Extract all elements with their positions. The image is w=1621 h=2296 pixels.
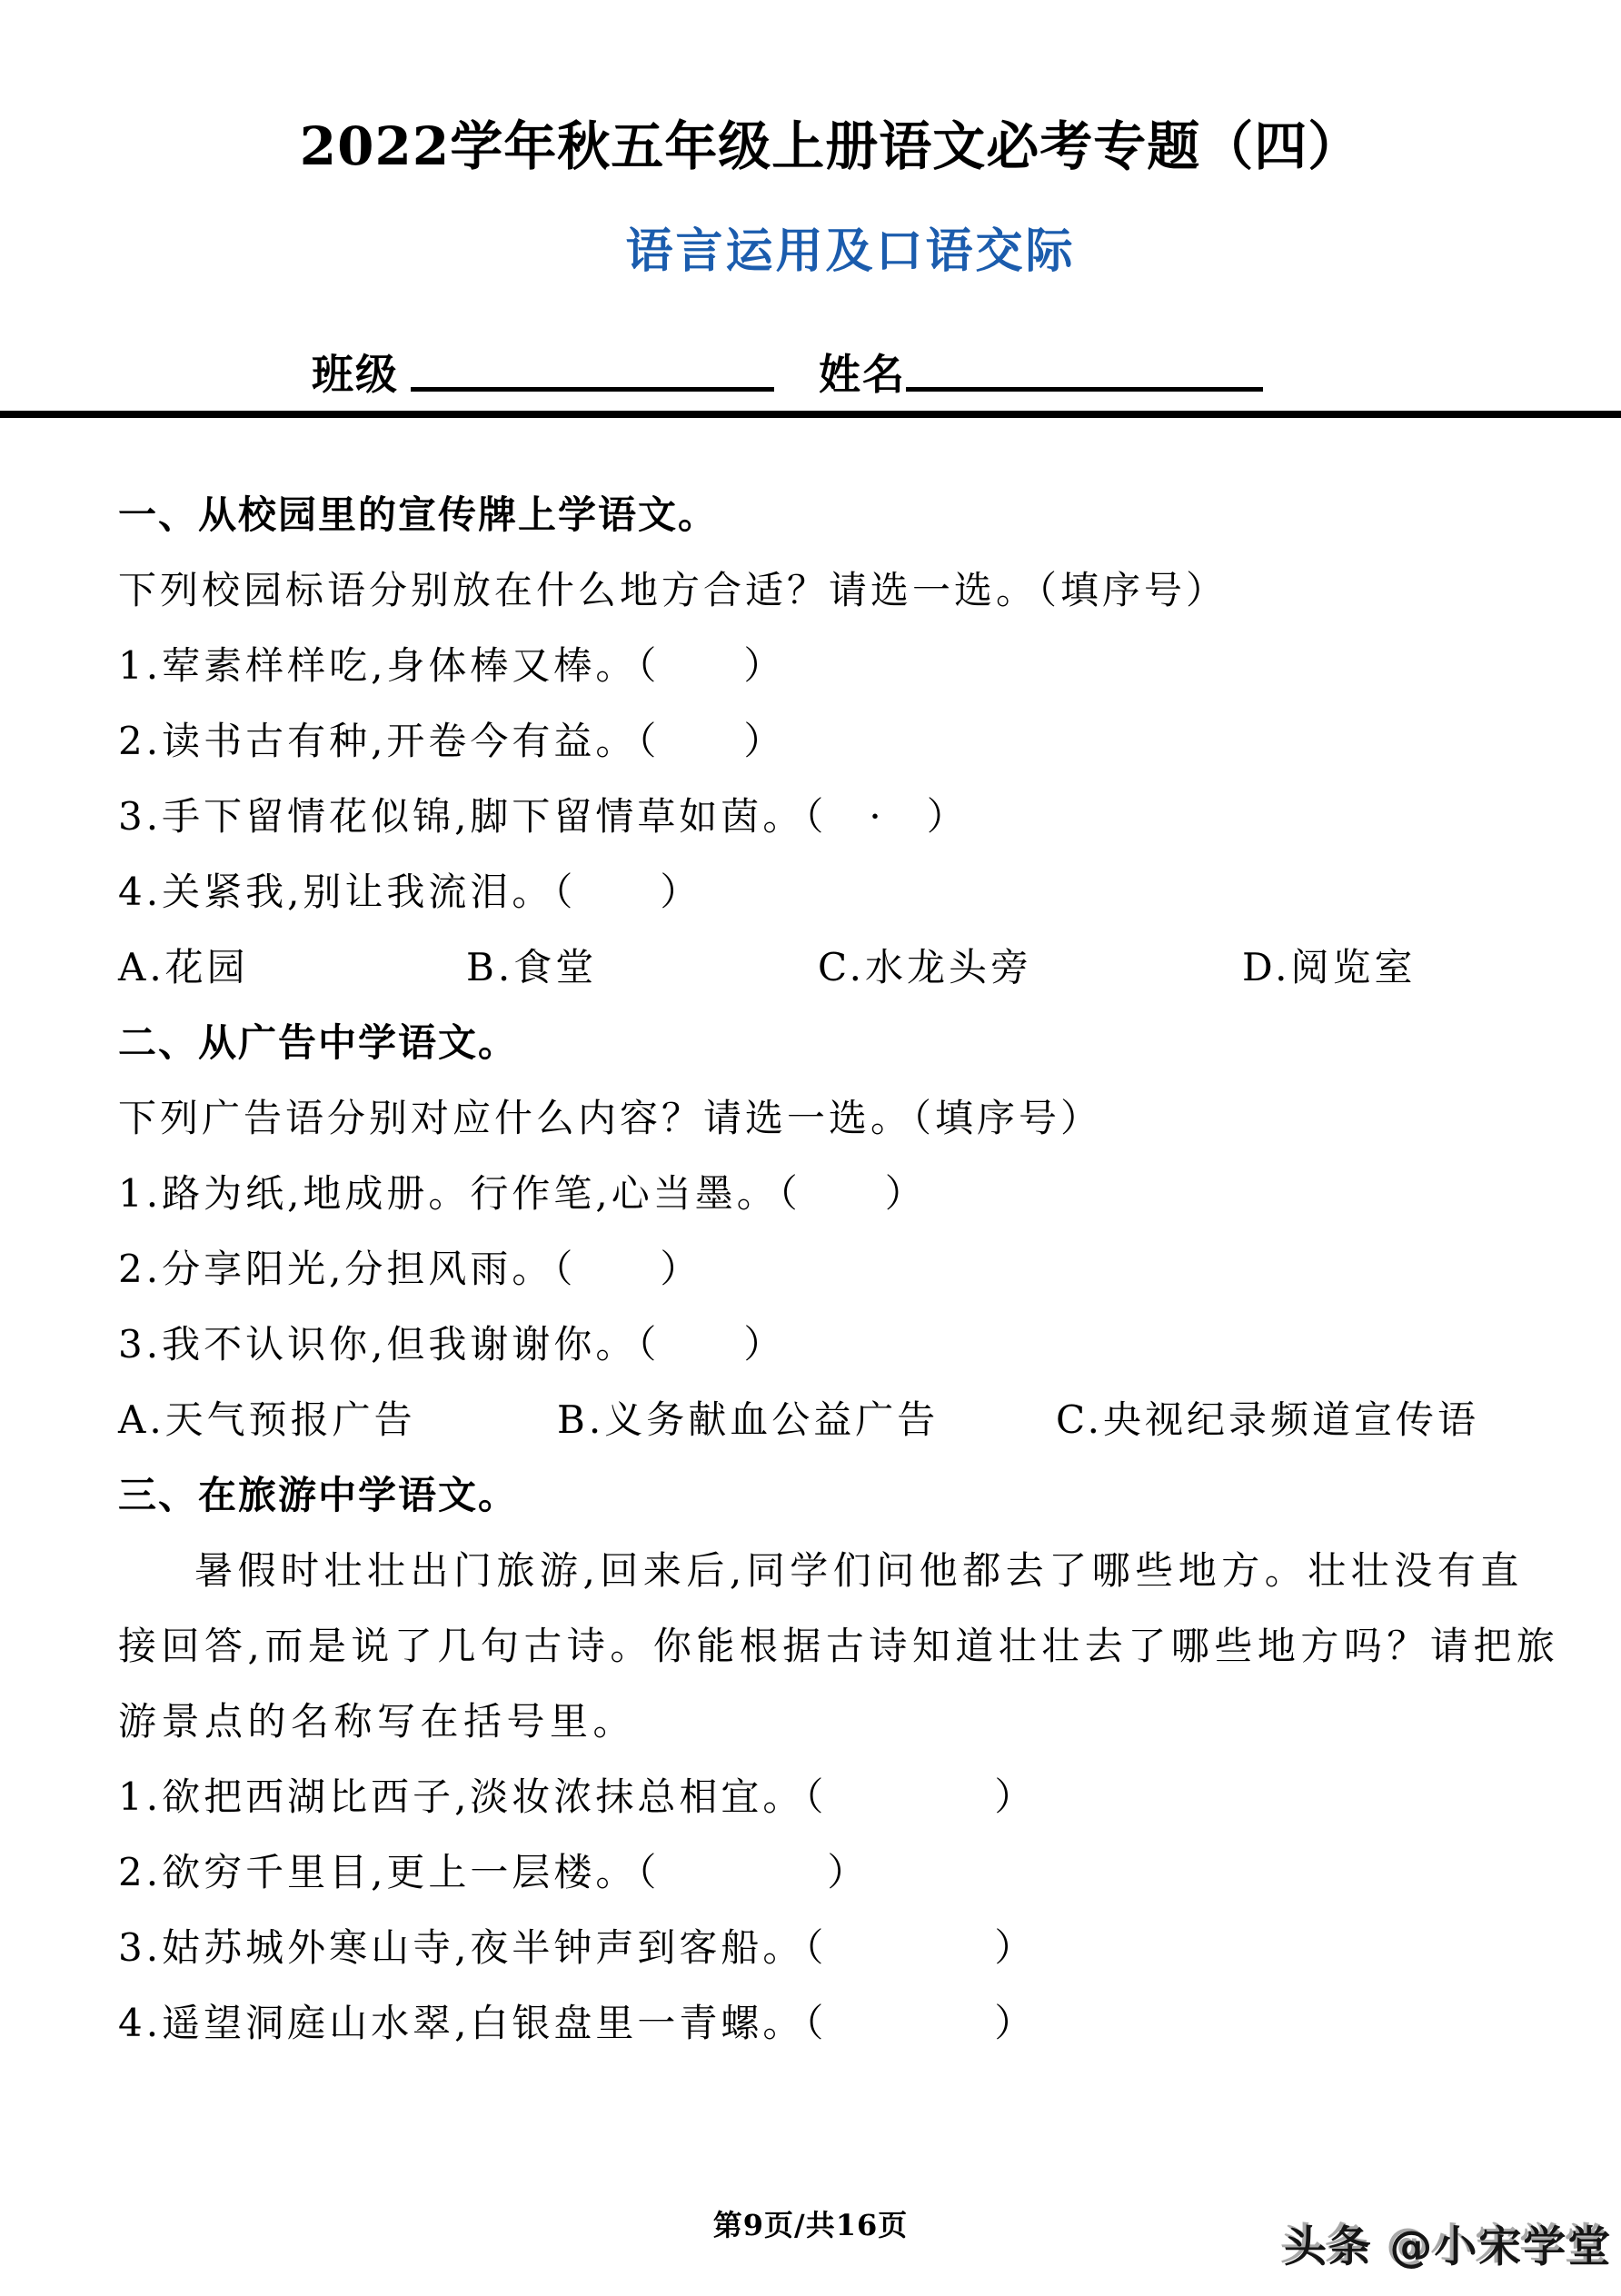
header-divider	[0, 411, 1621, 418]
watermark: 头条 @小宋学堂	[1284, 2222, 1613, 2272]
section-1-option-a: A.花园	[118, 945, 249, 989]
section-3-heading: 三、在旅游中学语文。	[118, 1473, 519, 1517]
section-3-item-2: 2.欲穷千里目,更上一层楼。（ ）	[118, 1850, 870, 1894]
page-number: 第9页/共16页	[712, 2208, 909, 2242]
section-2-item-2: 2.分享阳光,分担风雨。（ ）	[118, 1247, 702, 1291]
section-2-option-b: B.义务献血公益广告	[557, 1397, 940, 1442]
page-title: 2022学年秋五年级上册语文必考专题（四）	[299, 115, 1362, 177]
section-1-heading: 一、从校园里的宣传牌上学语文。	[118, 492, 719, 537]
page-subtitle: 语言运用及口语交际	[625, 224, 1076, 279]
section-1-option-c: C.水龙头旁	[818, 945, 1032, 989]
worksheet-body	[0, 477, 1621, 2061]
section-1-intro: 下列校园标语分别放在什么地方合适？请选一选。（填序号）	[118, 568, 1228, 612]
section-2-item-1: 1.路为纸,地成册。行作笔,心当墨。（ ）	[118, 1171, 927, 1216]
class-blank-line	[411, 342, 774, 392]
section-1-option-d: D.阅览室	[1242, 945, 1417, 989]
section-3-paragraph-line-1: 暑假时壮壮出门旅游,回来后,同学们问他都去了哪些地方。壮壮没有直	[194, 1548, 1524, 1593]
section-3-paragraph-line-3: 游景点的名称写在括号里。	[118, 1699, 637, 1744]
section-1-options-row	[0, 929, 1621, 1005]
section-1-item-2: 2.读书古有种,开卷今有益。（ ）	[118, 719, 786, 763]
name-blank-line	[906, 342, 1263, 392]
section-2-option-a: A.天气预报广告	[118, 1397, 416, 1442]
section-2-options-row	[0, 1382, 1621, 1457]
section-1-option-b: B.食堂	[466, 945, 598, 989]
section-2-heading: 二、从广告中学语文。	[118, 1020, 519, 1065]
section-1-item-4: 4.关紧我,别让我流泪。（ ）	[118, 870, 702, 914]
section-3-paragraph-line-2: 接回答,而是说了几句古诗。你能根据古诗知道壮壮去了哪些地方吗？请把旅	[118, 1624, 1560, 1668]
section-3-item-1: 1.欲把西湖比西子,淡妆浓抹总相宜。（ ）	[118, 1774, 1037, 1819]
section-2-item-3: 3.我不认识你,但我谢谢你。（ ）	[118, 1322, 786, 1367]
section-2-intro: 下列广告语分别对应什么内容？请选一选。（填序号）	[118, 1096, 1103, 1140]
section-2-option-c: C.央视纪录频道宣传语	[1056, 1397, 1479, 1442]
class-label: 班级	[312, 350, 399, 399]
name-label: 姓名	[819, 350, 906, 399]
section-3-item-3: 3.姑苏城外寒山寺,夜半钟声到客船。（ ）	[118, 1925, 1037, 1970]
section-1-item-1: 1.荤素样样吃,身体棒又棒。（ ）	[118, 643, 786, 688]
section-3-item-4: 4.遥望洞庭山水翠,白银盘里一青螺。（ ）	[118, 2001, 1037, 2045]
student-info-row	[0, 342, 1621, 399]
section-1-item-3: 3.手下留情花似锦,脚下留情草如茵。（ · ）	[118, 794, 969, 839]
